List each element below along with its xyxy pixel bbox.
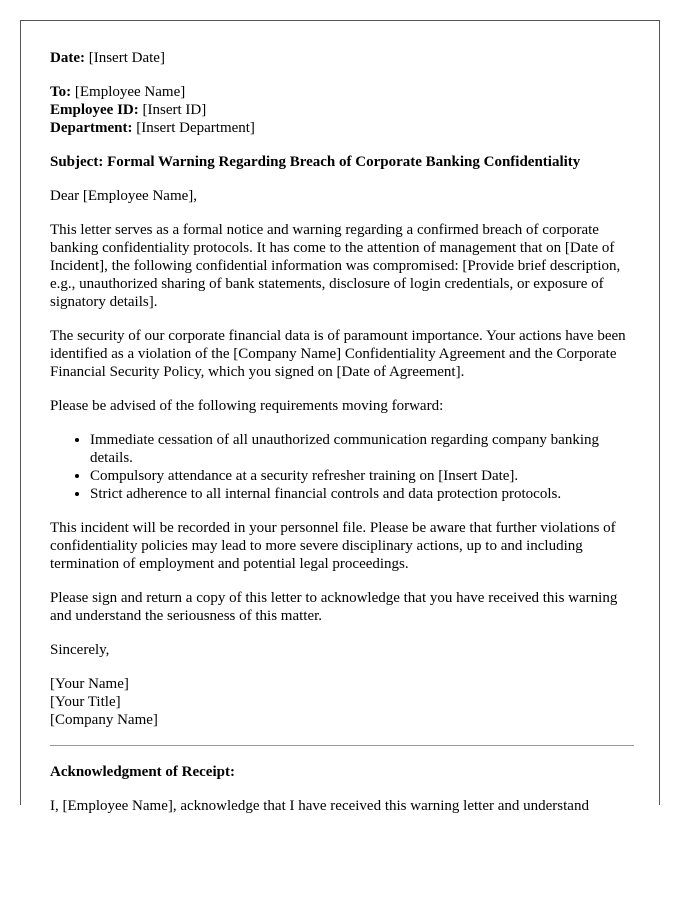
closing: Sincerely, [50,642,110,658]
section-divider [50,745,634,746]
paragraph-requirements-intro: Please be advised of the following requirements moving forward: [50,398,444,414]
date-value: [Insert Date] [88,50,165,66]
department-value: [Insert Department] [136,120,255,136]
paragraph-consequences: This incident will be recorded in your personnel file. Please be aware that further violations of confidentiality policies may lead to more severe disciplinary actions, up to and including termination of employment and potential legal proceedings. [50,520,616,572]
department-line [50,119,634,137]
date-label: Date: [50,50,85,66]
salutation: Dear [Employee Name], [50,188,198,204]
acknowledgment-title: Acknowledgment of Receipt: [50,764,235,780]
recipient-block [50,83,634,137]
signature-title: [Your Title] [50,694,121,710]
signature-name: [Your Name] [50,676,129,692]
paragraph-security: The security of our corporate financial data is of paramount importance. Your actions have been identified as a violation of the [Company Name] Confidentiality Agreement and the Corporate Financial Security Policy, which you signed on [Date of Agreement]. [50,328,626,380]
date-line [50,49,634,67]
to-label: To: [50,84,72,100]
department-label: Department: [50,120,133,136]
paragraph-sign-return: Please sign and return a copy of this letter to acknowledge that you have received this warning and understand the seriousness of this matter. [50,590,618,624]
letter-page [20,20,660,814]
list-item: • Immediate cessation of all unauthorized communication regarding company banking details. [90,431,634,467]
signature-block [50,675,634,729]
to-value: [Employee Name] [74,84,186,100]
employee-id-value: [Insert ID] [142,102,207,118]
acknowledgment-text: I, [Employee Name], acknowledge that I have received this warning letter and understand [50,798,589,814]
employee-id-line [50,101,634,119]
to-line [50,83,634,101]
list-item: • Strict adherence to all internal financial controls and data protection protocols. [90,485,634,503]
subject-line: Subject: Formal Warning Regarding Breach of Corporate Banking Confidentiality [50,154,581,170]
requirements-list [50,431,634,503]
list-item: • Compulsory attendance at a security refresher training on [Insert Date]. [90,467,634,485]
letter-content [50,49,634,815]
signature-company: [Company Name] [50,712,158,728]
employee-id-label: Employee ID: [50,102,139,118]
paragraph-breach-notice: This letter serves as a formal notice and warning regarding a confirmed breach of corporate banking confidentiality protocols. It has come to the attention of management that on [Date of Incident], the following confidential information was compromised: [Provide brief description, e.g., unauthorized sharing of bank statements, disclosure of login credentials, or exposure of signatory details]. [50,222,621,310]
